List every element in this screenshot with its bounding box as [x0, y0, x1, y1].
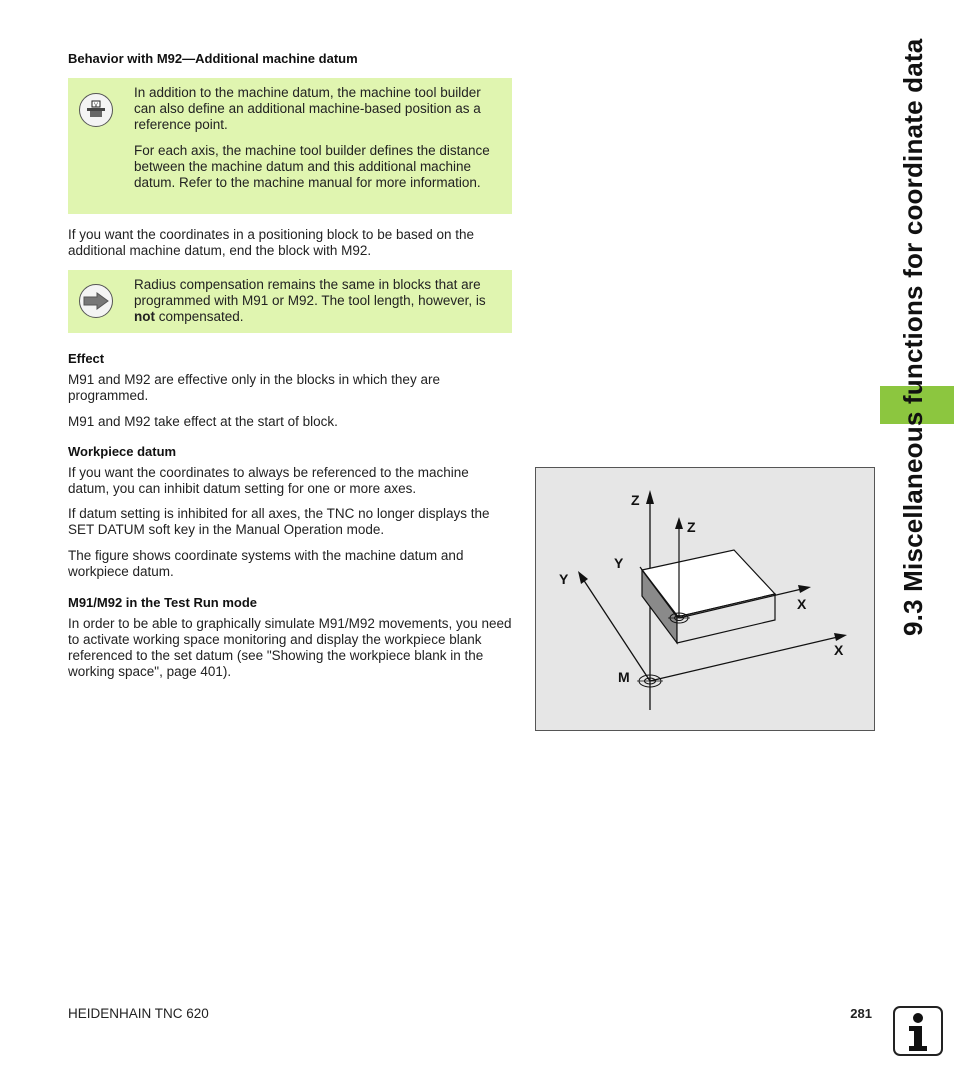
note2-text-pre: Radius compensation remains the same in blocks that are programmed with M91 or M92. The tool length, however, is [134, 277, 486, 308]
label-x-machine: X [834, 642, 844, 658]
machine-y-arrow [578, 571, 588, 584]
machine-z-arrow [646, 490, 654, 504]
arrow-right-icon [79, 284, 113, 318]
workpiece-para1: If you want the coordinates to always be referenced to the machine datum, you can inhibit datum setting for one or more axes. [68, 465, 469, 496]
label-machine-datum: M [618, 669, 630, 685]
heading-workpiece-datum: Workpiece datum [68, 444, 177, 459]
effect-para1: M91 and M92 are effective only in the blocks in which they are programmed. [68, 372, 440, 403]
note-radius-compensation [68, 270, 512, 333]
svg-text:V: V [94, 102, 98, 109]
note-machine-datum [68, 78, 512, 214]
heading-effect: Effect [68, 351, 105, 366]
page-number: 281 [850, 1006, 872, 1021]
note1-para1: In addition to the machine datum, the machine tool builder can also define an additional machine-based position as a reference point. [134, 85, 481, 132]
workpiece-para2: If datum setting is inhibited for all axes, the TNC no longer displays the SET DATUM soft key in the Manual Operation mode. [68, 506, 490, 537]
coordinate-diagram [536, 468, 874, 730]
chapter-title: 9.3 Miscellaneous functions for coordinate data [898, 38, 928, 636]
note2-text-post: compensated. [155, 309, 244, 324]
footer-product: HEIDENHAIN TNC 620 [68, 1006, 209, 1021]
work-x-arrow [798, 585, 811, 593]
testrun-para1: In order to be able to graphically simulate M91/M92 movements, you need to activate working space monitoring and display the workpiece blank referenced to the set datum (see "Showing the workpiece blank in the working space", page 401). [68, 616, 512, 679]
info-icon [893, 1006, 943, 1056]
machine-y-axis [581, 576, 650, 681]
label-y-work: Y [614, 555, 624, 571]
note2-text-bold: not [134, 309, 155, 324]
effect-para2: M91 and M92 take effect at the start of block. [68, 414, 338, 429]
label-z-machine: Z [631, 492, 640, 508]
workpiece-para3: The figure shows coordinate systems with the machine datum and workpiece datum. [68, 548, 464, 579]
machine-manual-icon [79, 93, 113, 127]
heading-m92: Behavior with M92—Additional machine datum [68, 51, 358, 66]
label-z-work: Z [687, 519, 696, 535]
label-y-machine: Y [559, 571, 569, 587]
note2-text [134, 277, 504, 325]
label-x-work: X [797, 596, 807, 612]
heading-test-run: M91/M92 in the Test Run mode [68, 595, 258, 610]
work-z-arrow [675, 517, 683, 529]
coordinate-figure [535, 467, 875, 731]
machine-x-arrow [834, 633, 847, 641]
m92-body: If you want the coordinates in a positioning block to be based on the additional machine datum, end the block with M92. [68, 227, 475, 258]
note1-para2: For each axis, the machine tool builder defines the distance between the machine datum and this additional machine datum. Refer to the machine manual for more information. [134, 143, 490, 190]
